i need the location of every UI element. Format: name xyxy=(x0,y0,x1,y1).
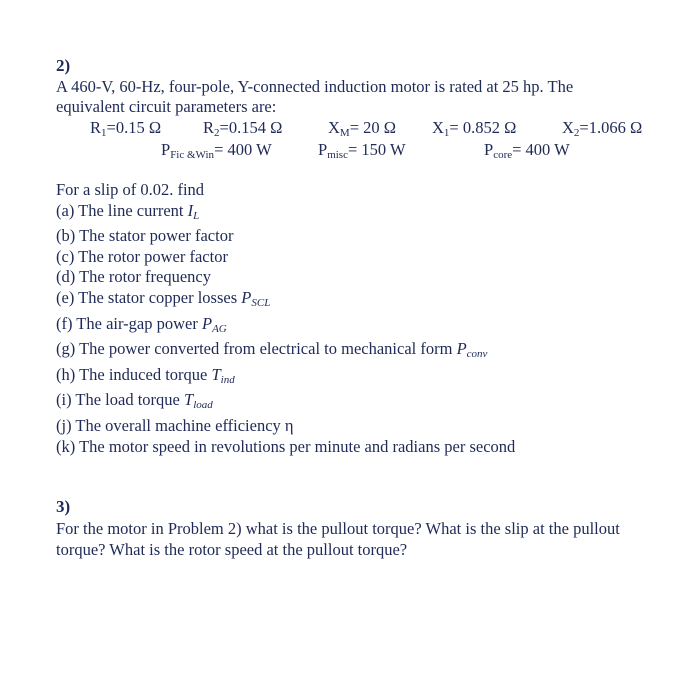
problem-2-intro-line-2: equivalent circuit parameters are: xyxy=(56,97,277,116)
param-r1: $R_1=0.15$ Ω xyxy=(90,118,162,139)
question-k: (k) The motor speed in revolutions per minute and radians per second xyxy=(56,436,516,456)
param-xm: $X_M= 20$ Ω xyxy=(328,118,397,139)
param-p-fic-win: $P_{Fic \&Win}= 400$ W xyxy=(161,140,272,161)
problem-2-number: 2) xyxy=(56,56,71,75)
problem-3-line-2: torque? What is the rotor speed at the pullout torque? xyxy=(56,540,408,559)
question-i: (i) The load torque Tload xyxy=(56,390,213,412)
question-j: (j) The overall machine efficiency η xyxy=(56,415,294,435)
param-p-misc: $P_{misc}= 150$ W xyxy=(318,140,406,161)
param-r2: $R_2=0.154$ Ω xyxy=(203,118,283,139)
problem-2-questions xyxy=(56,180,515,457)
question-h: (h) The induced torque Tind xyxy=(56,364,235,386)
question-g: (g) The power converted from electrical to mechanical form Pconv xyxy=(56,339,488,361)
problem-3-number: 3) xyxy=(56,497,71,516)
problem-3-line-1: For the motor in Problem 2) what is the pullout torque? What is the slip at the pullout xyxy=(56,519,620,538)
param-x1: $X_1= 0.852$ Ω xyxy=(432,118,517,139)
question-f: (f) The air-gap power PAG xyxy=(56,313,227,335)
find-line: For a slip of 0.02. find xyxy=(56,180,205,199)
question-d: (d) The rotor frequency xyxy=(56,267,212,287)
question-b: (b) The stator power factor xyxy=(56,226,234,246)
question-a: (a) The line current IL xyxy=(56,200,200,222)
param-x2: $X_2=1.066$ Ω xyxy=(562,118,643,139)
question-e: (e) The stator copper losses PSCL xyxy=(56,287,271,309)
question-c: (c) The rotor power factor xyxy=(56,246,228,266)
problem-2-intro-line-1: A 460-V, 60-Hz, four-pole, Y-connected induction motor is rated at 25 hp. The xyxy=(56,77,574,96)
param-p-core: $P_{core}= 400$ W xyxy=(484,140,570,161)
